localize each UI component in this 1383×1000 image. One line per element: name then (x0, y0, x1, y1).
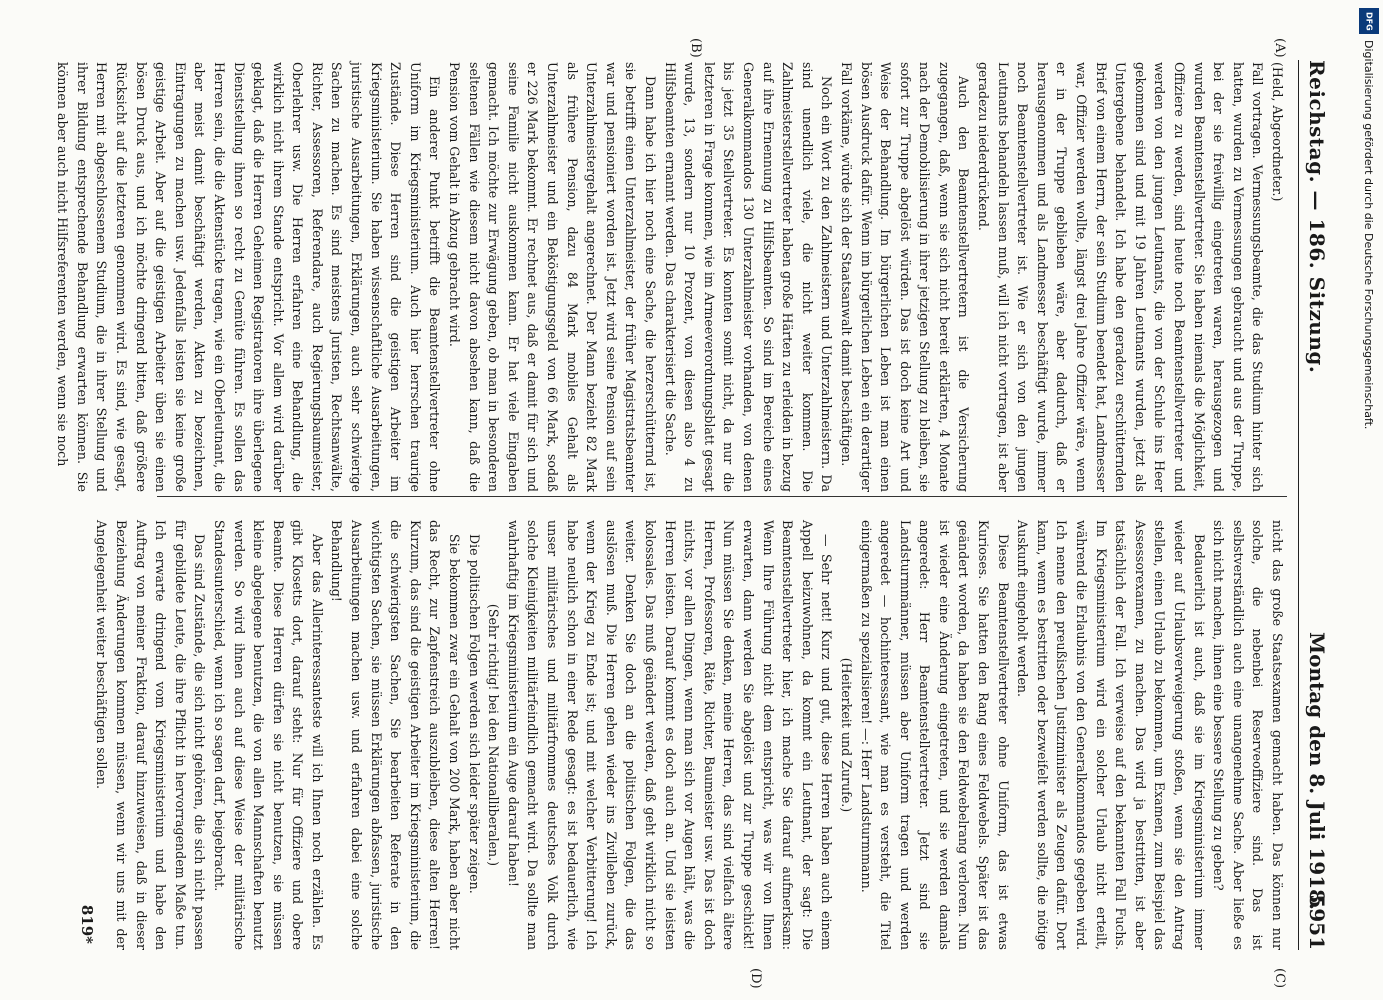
page-number: 5951 (1305, 894, 1329, 950)
margin-mark-c: (C) (1272, 968, 1287, 989)
paragraph: Das sind Zustände, die sich nicht gehören, die sich nicht passen für gebildete Leute, die ihre Pflicht in hervorragendem Maße tun. Ich erwarte dringend vom Kriegsministerium und habe den Auftrag von meiner Fraktion, darauf hinzuweisen, daß in dieser Beziehung Änderungen kommen müssen, wenn wir uns mit der Angelegenheit weiter beschäftigen sollen. (94, 520, 208, 950)
paragraph: Ein anderer Punkt betrifft die Beamtenstellvertreter ohne Uniform im Kriegsministerium. Auch hier herrschen traurige Zustände. Diese Herren sind die geistigen Arbeiter im Kriegsministerium. Sie haben wissenschaftliche Ausarbeitungen, juristische Ausarbeitungen, Erklärungen, auch sehr schwierige Sachen zu machen. Es sind meistens Juristen, Rechtsanwälte, Richter, Assessoren, Referendare, auch Regierungsbaumeister, Oberlehrer usw. Die Herren erfahren eine Behandlung, die wirklich nicht ihrem Stande entspricht. Vor allem wird darüber geklagt, daß die Herren Geheimen Registratoren ihre überlegene Dienststellung ihnen so recht zu Gemüte führen. Es sollen das Herren sein, die die Aktenstücke tragen, wie ein Oberleutnant, die aber meist damit beschäftigt werden, Akten zu bezeichnen, Eintragungen zu machen usw. Jedenfalls leisten sie keine große geistige Arbeit. Aber auf die geistigen Arbeiter üben sie einen bösen Druck aus, und ich möchte dringend bitten, daß größere Rücksicht auf die letzteren genommen wird. Es sind, wie gesagt, Herren mit abgeschlossenem Studium, die in ihrer Stellung und ihrer Bildung entsprechende Behandlung erwarten können. Sie können aber auch nicht Hilfsreferenten werden, wenn sie noch (55, 62, 443, 492)
paragraph: Aber das Allerinteressanteste will ich Ihnen noch erzählen. Es gibt Klosetts dort, darauf steht: Nur für Offiziere und obere Beamte. Diese Herren dürfen sie nicht benutzen, sie müssen kleine abgelegene benutzen, die von allen Mannschaften benutzt werden. So wird ihnen auch auf diese Weise der militärische Standesunterschied, wenn ich so sagen darf, beigebracht. (211, 520, 325, 950)
left-column (55, 62, 1287, 492)
speaker-note: (Held, Abgeordneter.) (1270, 62, 1285, 202)
paragraph: nicht das große Staatsexamen gemacht haben. Das können nur solche, die nebenbei Reserveoffiziere sind. Das ist selbstverständlich auch eine unangenehme Sache. Aber ließe es sich nicht machen, ihnen eine bessere Stellung zu geben? (1211, 520, 1285, 950)
paragraph: Fall vortragen. Vermessungsbeamte, die das Studium hinter sich hatten, wurden zu Vermessungen gebraucht und aus der Truppe, bei der sie freiwillig eingetreten waren, herausgezogen und wurden Beamtenstellvertreter. Sie haben niemals die Möglichkeit, Offiziere zu werden, sind heute noch Beamtenstellvertreter und werden von den jungen Leutnants, die von der Schule ins Heer gekommen sind und mit 19 Jahren Leutnants wurden, jetzt als Untergebene behandelt. Ich habe den geradezu erschütternden Brief von einem Herrn, der sein Studium beendet hat, Landmesser war, Offizier werden wollte, längst drei Jahre Offizier wäre, wenn er in der Truppe geblieben wäre, aber dadurch, daß er herausgenommen und als Landmesser beschäftigt wurde, immer noch Beamtenstellvertreter ist. Wie er sich von den jungen Leutnants behandeln lassen muß, will ich nicht vortragen, ist aber geradezu niederdrückend. (976, 62, 1266, 492)
margin-mark-a: (A) (1272, 38, 1287, 58)
header-left: Reichstag. — 186. Sitzung. (1305, 60, 1329, 374)
paragraph: Sie bekommen zwar ein Gehalt von 200 Mark, haben aber nicht das Recht, zur Zapfenstreich auszubleiben, diese alten Herren! Kurzum, das sind die geistigen Arbeiter im Kriegsministerium, die die schwierigsten Sachen, Sie bearbeiten Referate in den wichtigsten Sachen, sie müssen Erklärungen abfassen, juristische Ausarbeitungen machen usw. und erfahren dabei eine solche Behandlung! (329, 520, 463, 950)
paragraph: Dann habe ich hier noch eine Sache, die herzerschütternd ist, sie betrifft einen Unterzahlmeister, der früher Magistratsbeamter war und pensioniert worden ist. Jetzt wird seine Pension auf sein Unterzahlmeistergehalt angerechnet. Der Mann bezieht 82 Mark als frühere Pension, dazu 84 Mark mobiles Gehalt als Unterzahlmeister und ein Beköstigungsgeld von 66 Mark, sodaß er 226 Mark bekommt. Er rechnet aus, daß er damit für sich und seine Familie nicht auskommen kann. Er hat viele Eingaben gemacht. Ich möchte zur Erwägung geben, ob man in besonderen seltenen Fällen wie diesem nicht davon absehen kann, daß die Pension vom Gehalt in Abzug gebracht wird. (447, 62, 658, 492)
dfg-logo-icon: DFG (1359, 8, 1379, 34)
paragraph: — Sehr nett! Kurz und gut, diese Herren haben auch einem Appell beizuwohnen, da kommt ein Leutnant, der sagt: Die Beamtenstellvertreter hier, ich mache Sie darauf aufmerksam: Wenn Ihre Führung nicht dem entspricht, was wir von Ihnen erwarten, dann werden Sie abgelöst und zur Truppe geschickt! Nun müssen Sie denken, meine Herren, das sind vielfach ältere Herren, Professoren, Räte, Richter, Baumeister usw. Das ist doch nichts, vor allen Dingen, wenn man sich vor Augen hält, was die Herren leisten. Darauf kommt es doch auch an. Und sie leisten kolossales. Das muß geändert werden, daß geht wirklich nicht so weiter. Denken Sie doch an die politischen Folgen, die das auslösen muß. Die Herren gehen wieder ins Zivilleben zurück, wenn der Krieg zu Ende ist; und mit welcher Verbitterung! Ich habe neulich schon in einer Rede gesagt: es ist bedauerlich, wie unser militärisches und militärfrommes deutsches Volk durch solche Kleinigkeiten militärfeindlich gemacht wird. Da sollte man wahrhaftig im Kriegsministerium ein Auge darauf haben! (505, 520, 835, 950)
interjection: (Sehr richtig! bei den Nationalliberalen.) (486, 603, 502, 867)
paragraph: Bedauerlich ist auch, daß sie im Kriegsministerium immer wieder auf Urlaubsverweigerung stoßen, wenn sie den Antrag stellen, einen Urlaub zu bekommen, um Examen, zum Beispiel das Assessorexamen, zu machen. Das wird ja bestritten, ist aber tatsächlich der Fall. Ich verweise auf den bekannten Fall Fuchs. Im Kriegsministerium wird ein solcher Urlaub nicht erteilt, während die Erlaubnis von den Generalkommandos gegeben wird. Ich nenne den preußischen Justizminister als Zeugen dafür. Dort kann, wenn es bestritten oder bezweifelt werden sollte, die nötige Auskunft eingeholt werden. (1015, 520, 1207, 950)
margin-mark-b: (B) (688, 38, 703, 58)
page-header (1298, 60, 1339, 950)
column-divider (157, 496, 1287, 497)
paragraph: Noch ein Wort zu den Zahlmeistern und Unterzahlmeistern. Da sind unendlich viele, die nicht weiter kommen. Die Zahlmeisterstellvertreter haben große Härten zu erleiden in bezug auf ihre Ernennung zu Hilfsbeamten. So sind im Bereiche eines Generalkommandos 130 Unterzahlmeister vorhanden, von denen bis jetzt 35 Stellvertreter. Es konnten somit nicht, da nur die letzteren in Frage kommen, wie im Armeeverordnungsblatt gesagt wurde, 13, sondern nur 10 Prozent, von diesen also 4 zu Hilfsbeamten ernannt werden. Das charakterisiert die Sache. (662, 62, 835, 492)
paragraph: Diese Beamtenstellvertreter ohne Uniform, das ist etwas Kurioses. Sie hatten den Rang eines Feldwebels. Später ist das geändert worden, da haben sie den Feldwebelrang verloren. Nun ist wieder eine Änderung eingetreten, und sie werden damals angeredet: Herr Beamtenstellvertreter. Jetzt sind sie Landsturmmänner, müssen aber Uniform tragen und werden angeredet — hochinteressant, wie man es versteht, die Titel einigermaßen zu spezialisieren! —: Herr Landsturmmann. (858, 520, 1011, 950)
paragraph: Auch den Beamtenstellvertretern ist die Versicherung zugegangen, daß, wenn sie sich nicht bereit erklärten, 4 Monate nach der Demobilisierung in ihrer jetzigen Stellung zu bleiben, sie sofort zur Truppe abgelöst würden. Das ist doch keine Art und Weise der Behandlung. Im bürgerlichen Leben ist man einen bösen Ausdruck dafür. Wenn im bürgerlichen Leben ein derartiger Fall vorkäme, würde sich der Staatsanwalt damit beschäftigen. (838, 62, 972, 492)
digitization-credit: Digitalisierung gefördert durch die Deutsche Forschungsgemeinschaft. (1362, 40, 1375, 430)
interjection: (Heiterkeit und Zurufe.) (838, 657, 854, 813)
header-date: Montag den 8. Juli 1918. (1305, 631, 1329, 910)
paragraph: Die politischen Folgen werden sich leider später zeigen. (466, 534, 482, 894)
footer-signature: 819* (78, 904, 96, 944)
right-column (94, 520, 1287, 950)
margin-mark-d: (D) (748, 968, 763, 989)
